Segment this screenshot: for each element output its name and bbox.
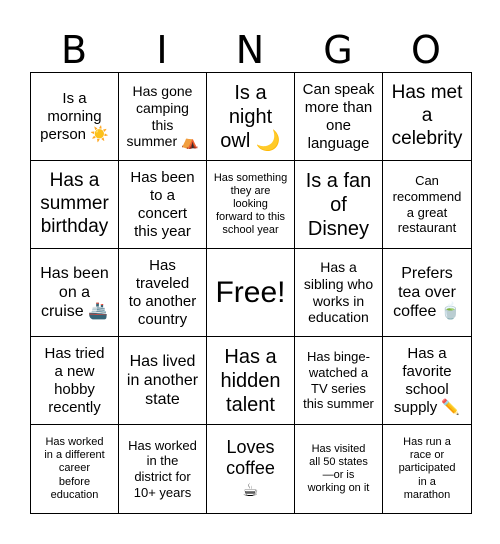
bingo-cell[interactable]: [31, 425, 119, 513]
header-letter-o: O: [411, 28, 441, 72]
cell-text: Can recommend a great restaurant: [392, 173, 462, 236]
cell-text: Has binge- watched a TV series this summer: [303, 349, 374, 412]
bingo-header: [30, 28, 472, 72]
bingo-cell[interactable]: [383, 425, 471, 513]
bingo-board: [30, 72, 472, 514]
cell-text: Has visited all 50 states —or is working on it: [307, 442, 370, 495]
cell-text: Has worked in a different career before education: [44, 436, 105, 501]
cell-text: Has worked in the district for 10+ years: [128, 437, 197, 500]
cell-text: Has met a celebrity: [391, 82, 463, 149]
bingo-cell[interactable]: [295, 425, 383, 513]
bingo-cell[interactable]: [119, 249, 207, 337]
cell-text: Is a fan of Disney: [305, 169, 372, 240]
bingo-cell[interactable]: [295, 337, 383, 425]
bingo-cell[interactable]: [207, 161, 295, 249]
cell-text: Has a sibling who works in education: [303, 258, 374, 326]
bingo-cell[interactable]: [119, 425, 207, 513]
header-letter-g: G: [323, 28, 353, 72]
cell-text: Has tried a new hobby recently: [44, 344, 105, 416]
bingo-cell[interactable]: [207, 425, 295, 513]
cell-text: Prefers tea over coffee 🍵: [393, 264, 461, 321]
bingo-cell[interactable]: [383, 249, 471, 337]
cell-text: Has a hidden talent: [220, 345, 281, 416]
bingo-cell[interactable]: [295, 161, 383, 249]
bingo-cell[interactable]: [119, 73, 207, 161]
cell-text: Has been to a concert this year: [130, 168, 195, 240]
bingo-cell[interactable]: [119, 161, 207, 249]
cell-text: Has been on a cruise 🚢: [40, 264, 109, 321]
cell-text: Is a night owl 🌙: [220, 81, 281, 152]
bingo-cell[interactable]: [383, 161, 471, 249]
bingo-cell[interactable]: [207, 73, 295, 161]
cell-text: Has traveled to another country: [128, 256, 197, 328]
free-label: Free!: [215, 275, 286, 309]
bingo-cell[interactable]: [31, 73, 119, 161]
cell-text: Has a favorite school supply ✏️: [393, 344, 461, 416]
header-letter-i: I: [156, 28, 168, 72]
cell-text: Has lived in another state: [126, 352, 199, 409]
header-letter-n: N: [235, 28, 265, 72]
header-letter-b: B: [60, 28, 88, 72]
cell-text: Loves coffee ☕: [226, 436, 275, 500]
cell-text: Can speak more than one language: [302, 80, 375, 152]
bingo-cell[interactable]: [31, 249, 119, 337]
bingo-cell[interactable]: [207, 337, 295, 425]
cell-text: Has run a race or participated in a marathon: [398, 436, 456, 501]
cell-text: Has something they are looking forward to this school year: [213, 171, 288, 237]
bingo-cell[interactable]: [383, 337, 471, 425]
bingo-cell[interactable]: [31, 337, 119, 425]
bingo-cell[interactable]: [295, 73, 383, 161]
cell-text: Has gone camping this summer ⛺: [126, 82, 199, 150]
bingo-cell[interactable]: [295, 249, 383, 337]
cell-text: Is a morning person ☀️: [40, 89, 109, 143]
bingo-cell[interactable]: [119, 337, 207, 425]
bingo-cell[interactable]: [383, 73, 471, 161]
cell-text: Has a summer birthday: [40, 170, 109, 237]
free-cell[interactable]: [207, 249, 295, 337]
bingo-cell[interactable]: [31, 161, 119, 249]
